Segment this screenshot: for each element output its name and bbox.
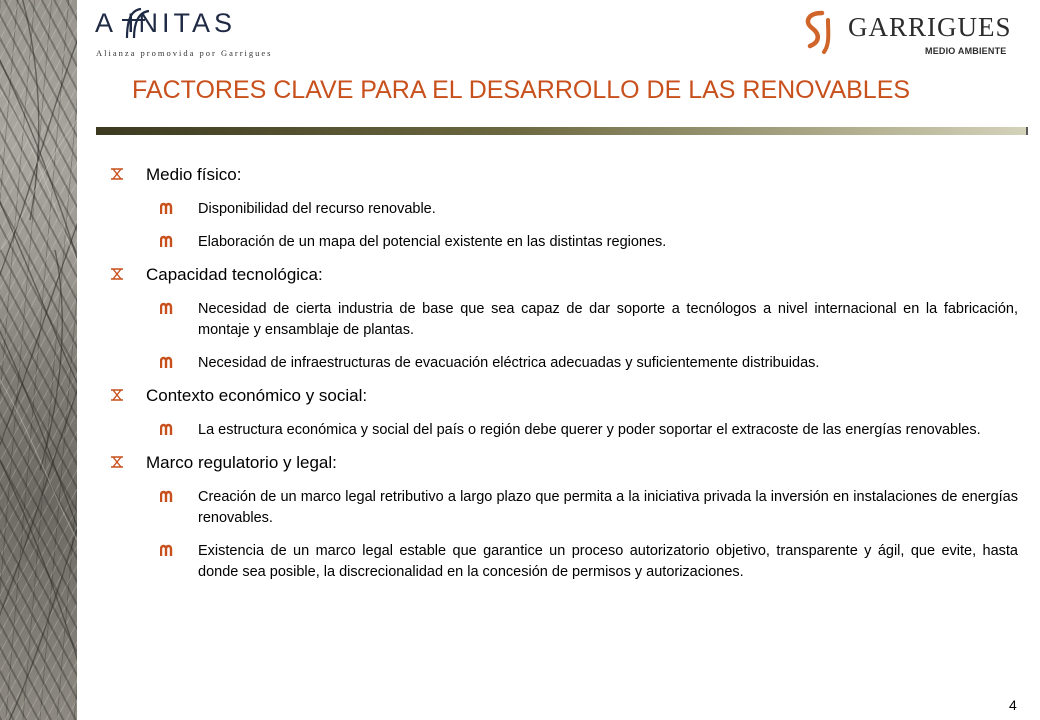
list-item [110,199,1020,220]
page-number: 4 [1009,697,1017,713]
garrigues-subtitle: MEDIO AMBIENTE [925,46,1007,56]
section-marco-regulatorio [110,453,1020,583]
affinitas-logo-name: A INITAS [95,8,237,38]
title-divider [96,127,1028,135]
bullet-icon [160,235,174,248]
list-item [110,299,1020,341]
garrigues-logo [800,8,1030,58]
bullet-icon [160,302,174,315]
section-label: Marco regulatorio y legal: [146,453,337,472]
list-item [110,420,1020,441]
texture-lines-graphic [0,0,77,720]
bullet-icon [160,202,174,215]
affinitas-logo [95,6,315,58]
decorative-side-texture [0,0,77,720]
section-label: Contexto económico y social: [146,386,368,405]
garrigues-mark-icon [800,10,840,54]
list-item-text: Necesidad de cierta industria de base que sea capaz de dar soporte a tecnólogos a nivel internacional en la fabricación, montaje y ensamblaje de plantas. [198,301,1018,338]
section-medio-fisico [110,165,1020,253]
section-heading [110,453,1020,477]
list-item-text: Existencia de un marco legal estable que garantice un proceso autorizatorio objetivo, transparente y ágil, que evite, hasta donde sea posible, la discrecionalidad en la concesión de permisos y autorizaciones. [198,543,1018,580]
section-capacidad-tecnologica [110,265,1020,374]
affinitas-tagline: Alianza promovida por Garrigues [96,48,273,58]
section-symbol-icon [110,167,124,181]
list-item [110,353,1020,374]
list-item [110,541,1020,583]
list-item-text: Necesidad de infraestructuras de evacuación eléctrica adecuadas y suficientemente distribuidas. [198,355,820,371]
section-contexto-economico [110,386,1020,441]
bullet-icon [160,423,174,436]
section-label: Medio físico: [146,165,242,184]
slide-title: FACTORES CLAVE PARA EL DESARROLLO DE LAS RENOVABLES [132,76,911,104]
bullet-icon [160,356,174,369]
section-heading [110,265,1020,289]
section-symbol-icon [110,455,124,469]
slide-content [110,165,1020,595]
section-heading [110,386,1020,410]
section-label: Capacidad tecnológica: [146,265,323,284]
list-item-text: Disponibilidad del recurso renovable. [198,201,436,217]
section-symbol-icon [110,267,124,281]
list-item [110,487,1020,529]
list-item-text: Creación de un marco legal retributivo a largo plazo que permita a la iniciativa privada la inversión en instalaciones de energías renovables. [198,489,1018,526]
bullet-icon [160,490,174,503]
garrigues-name: GARRIGUES [848,12,1012,42]
section-heading [110,165,1020,189]
list-item-text: Elaboración de un mapa del potencial existente en las distintas regiones. [198,234,667,250]
section-symbol-icon [110,388,124,402]
bullet-icon [160,544,174,557]
list-item-text: La estructura económica y social del país o región debe querer y poder soportar el extracoste de las energías renovables. [198,422,981,438]
list-item [110,232,1020,253]
affinitas-ff-icon [121,6,155,40]
